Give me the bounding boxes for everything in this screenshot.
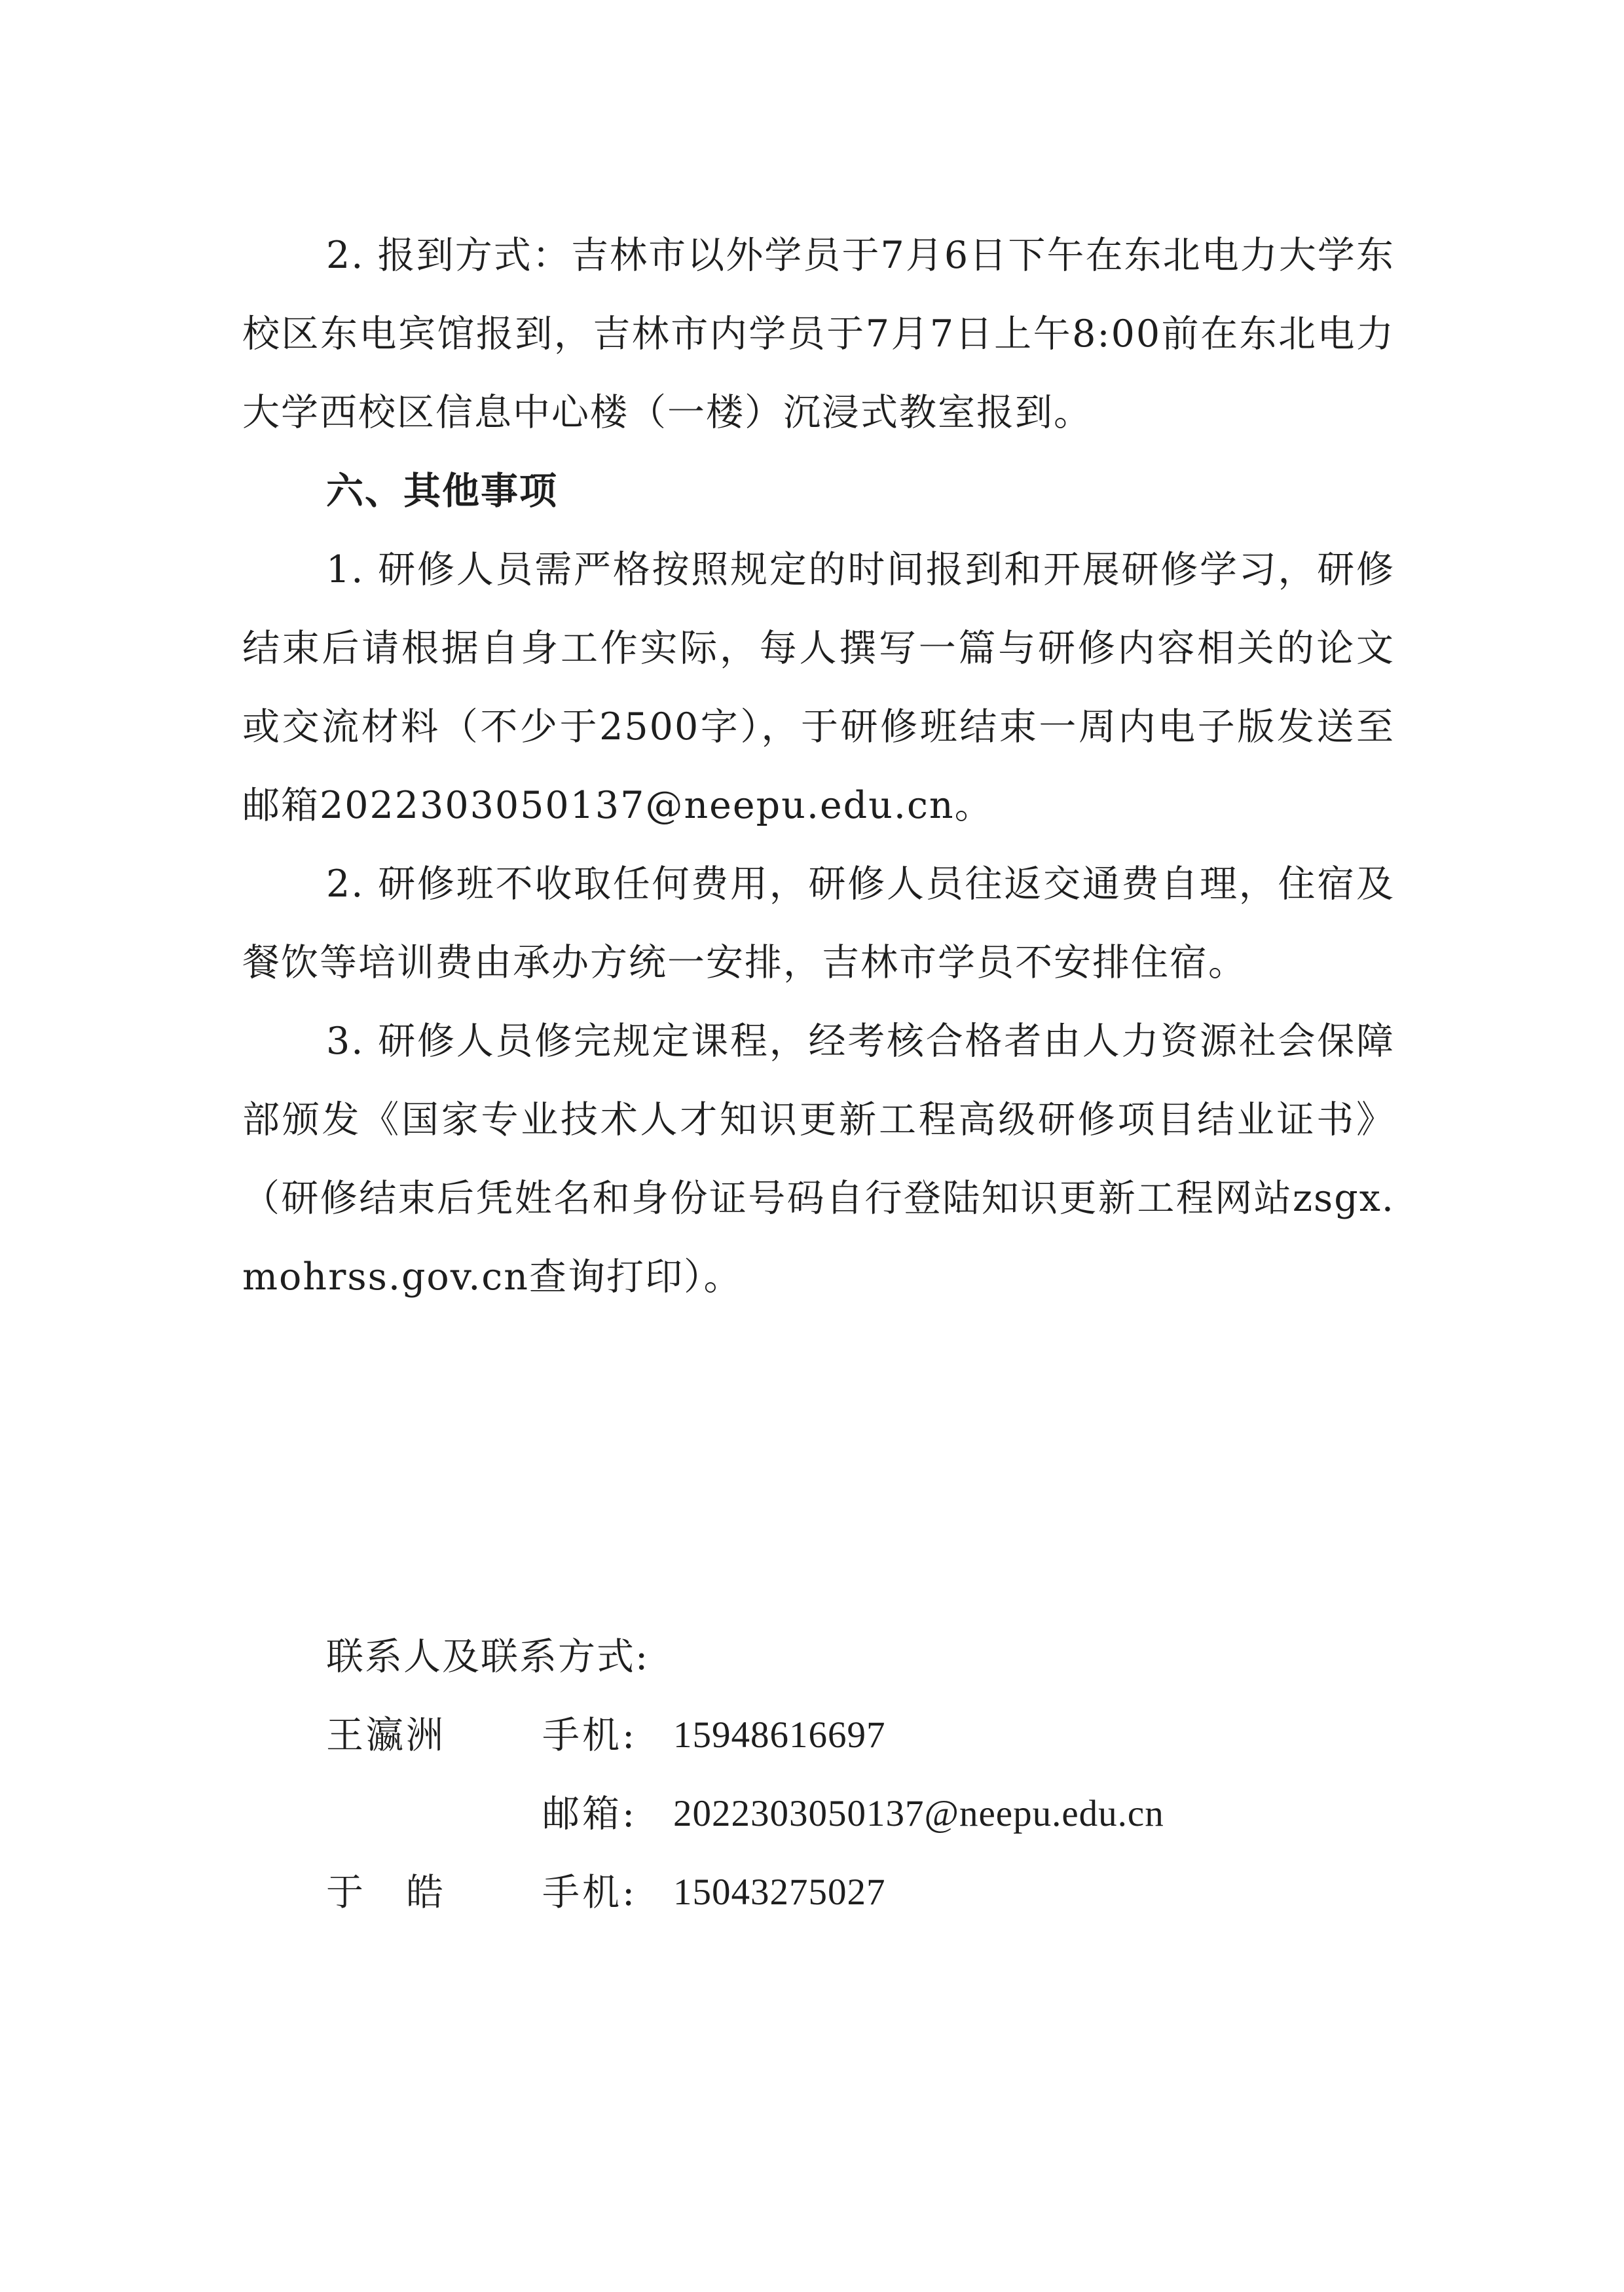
contact-name: 王瀛洲 — [326, 1714, 446, 1757]
contact-row — [326, 1775, 1374, 1853]
contact-label: 手机: — [542, 1714, 638, 1757]
contact-label: 手机: — [542, 1871, 638, 1914]
contact-row — [326, 1853, 1374, 1932]
contact-row — [326, 1696, 1374, 1775]
contact-label: 邮箱: — [542, 1792, 638, 1836]
contact-phone: 15948616697 — [673, 1714, 886, 1756]
item-1-paragraph: 1. 研修人员需严格按照规定的时间报到和开展研修学习，研修结束后请根据自身工作实际，每人撰写一篇与研修内容相关的论文或交流材料（不少于2500字），于研修班结束一周内电子版发送至邮箱2022303050137@neepu.edu.cn。 — [242, 548, 1395, 827]
document-body — [242, 216, 1395, 1316]
contact-name: 于 皓 — [326, 1871, 446, 1914]
registration-method-paragraph: 2. 报到方式：吉林市以外学员于7月6日下午在东北电力大学东校区东电宾馆报到，吉林市内学员于7月7日上午8:00前在东北电力大学西校区信息中心楼（一楼）沉浸式教室报到。 — [242, 234, 1395, 434]
contact-email: 2022303050137@neepu.edu.cn — [673, 1793, 1164, 1834]
item-2-paragraph: 2. 研修班不收取任何费用，研修人员往返交通费自理，住宿及餐饮等培训费由承办方统一安排，吉林市学员不安排住宿。 — [242, 862, 1395, 984]
section-heading-other-matters: 六、其他事项 — [326, 470, 558, 513]
item-3-paragraph: 3. 研修人员修完规定课程，经考核合格者由人力资源社会保障部颁发《国家专业技术人才知识更新工程高级研修项目结业证书》（研修结束后凭姓名和身份证号码自行登陆知识更新工程网站zsgx.mohrss.gov.cn查询打印）。 — [242, 1020, 1395, 1299]
contact-title: 联系人及联系方式: — [326, 1635, 650, 1678]
contact-block — [326, 1617, 1374, 1932]
contact-name — [326, 1775, 542, 1853]
contact-phone: 15043275027 — [673, 1872, 886, 1913]
